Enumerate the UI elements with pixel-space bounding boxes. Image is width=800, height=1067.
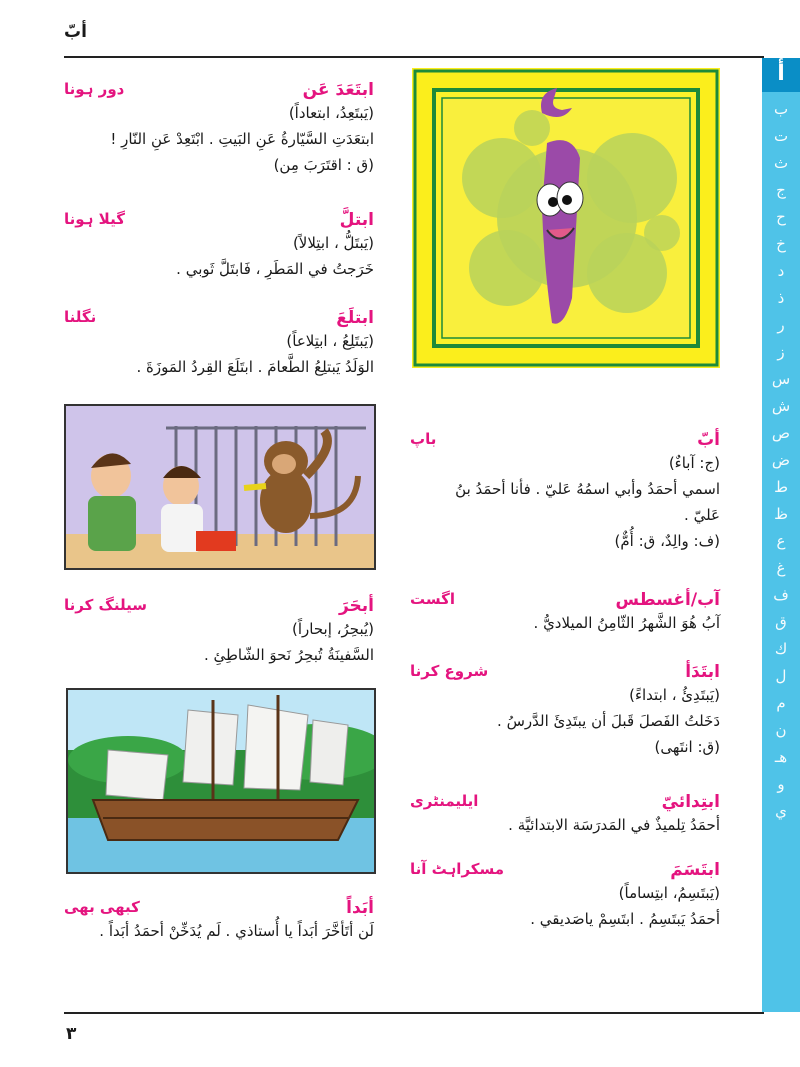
alphabet-letter[interactable]: ع	[776, 532, 786, 550]
alphabet-letter[interactable]: ت	[773, 127, 789, 145]
entry-headword: ابتَعَدَ عَن	[302, 80, 374, 100]
entry-line: (يَبتَعِدُ، ابتعاداً)	[288, 104, 374, 122]
alphabet-letter[interactable]: م	[776, 694, 786, 712]
entry-line: آبُ هُوَ الشَّهرُ الثّامِنُ الميلاديُّ .	[533, 614, 720, 632]
entry-line: (ق: انتَهى)	[654, 738, 720, 756]
entry-headword: أبَداً	[346, 898, 374, 918]
entry-translation: ایلیمنٹری	[410, 792, 479, 810]
entry-line: ابتعَدَتِ السَّيّارةُ عَنِ البَيتِ . ابْتَعِدْ عَنِ النّارِ !	[110, 130, 374, 148]
entry-ab-father	[410, 430, 720, 564]
entry-line: خَرَجتُ في المَطَرِ ، فَابتَلَّ ثَوبي .	[176, 260, 374, 278]
entry-headword: أبحَرَ	[338, 596, 374, 616]
alphabet-letter[interactable]: ق	[775, 613, 787, 631]
entry-ibtalaa	[64, 308, 374, 388]
entry-headword: أبّ	[697, 430, 720, 450]
entry-headword: ابتلَّ	[339, 210, 374, 230]
alphabet-letter[interactable]: ز	[777, 343, 785, 361]
alphabet-letter[interactable]: ط	[774, 478, 788, 496]
bottom-rule	[64, 1012, 764, 1014]
entry-translation: دور ہونا	[64, 80, 125, 98]
entry-ibtasama	[410, 860, 720, 940]
entry-headword: ابتَسَمَ	[670, 860, 720, 880]
alphabet-letter[interactable]: ث	[773, 154, 789, 172]
entry-headword: ابتَدَأ	[685, 662, 720, 682]
alphabet-letter[interactable]: غ	[776, 559, 786, 577]
top-rule	[64, 56, 764, 58]
entry-line: اسمي أحمَدُ وأبي اسمُهُ عَليّ . فأنا أحمَدُ بنُ	[455, 480, 720, 498]
sailing-ship-illustration	[66, 688, 376, 874]
entry-translation: کبھی بھی	[64, 898, 140, 916]
entry-line: لَن أتَأخَّرَ أبَداً يا أُستاذي . لَم يُدَخِّنْ أحمَدُ أبَداً .	[99, 922, 374, 940]
alphabet-letter[interactable]: خ	[776, 235, 786, 253]
alphabet-letter[interactable]: ب	[773, 100, 789, 118]
entry-line: (يَبتَلُّ ، ابتِلالاً)	[292, 234, 374, 252]
entry-headword: ابتلَعَ	[336, 308, 374, 328]
page-number: ٣	[66, 1024, 77, 1044]
alphabet-letter[interactable]: ن	[775, 721, 787, 739]
entry-ibtalla	[64, 210, 374, 290]
entry-headword: ابتِدائيّ	[661, 792, 720, 812]
alphabet-letter[interactable]: س	[771, 370, 791, 388]
alphabet-letter[interactable]: ص	[771, 424, 791, 442]
alphabet-index-strip	[762, 58, 800, 1012]
alphabet-letter[interactable]: ر	[777, 316, 785, 334]
entry-translation: سیلنگ کرنا	[64, 596, 148, 614]
alphabet-letter[interactable]: ي	[775, 802, 787, 820]
alphabet-letter[interactable]: ظ	[774, 505, 788, 523]
entry-ibtaada-an	[64, 80, 374, 190]
alphabet-letter[interactable]: ك	[774, 640, 788, 658]
entry-translation: شروع کرنا	[410, 662, 489, 680]
entry-ibtidai	[410, 792, 720, 848]
entry-line: (ف: والِدٌ، ق: أُمٌّ)	[614, 532, 720, 550]
entry-line: أحمَدُ يَبتَسِمُ . ابتَسِمْ ياصَديقي .	[530, 910, 720, 928]
entry-line: أحمَدُ تِلميذٌ في المَدرَسَة الابتدائيَّة .	[508, 816, 720, 834]
entry-translation: اگست	[410, 590, 456, 608]
entry-ibtadaa	[410, 662, 720, 772]
monkey-children-illustration	[64, 404, 376, 570]
alphabet-letter[interactable]: ذ	[777, 289, 785, 307]
alphabet-letter[interactable]: ش	[771, 397, 791, 415]
entry-line: عَليّ .	[684, 506, 720, 524]
alphabet-letter[interactable]: د	[777, 262, 785, 280]
alphabet-letter[interactable]: ج	[776, 181, 786, 199]
entry-line: (يَبتَسِمُ، ابتِساماً)	[618, 884, 720, 902]
entry-abadan	[64, 898, 374, 954]
entry-line: (يَبتَلِعُ ، ابتِلاعاً)	[286, 332, 374, 350]
alphabet-letter[interactable]: و	[777, 775, 785, 793]
entry-line: (ج: آباءٌ)	[668, 454, 720, 472]
entry-line: (ق : اقتَرَبَ مِن)	[273, 156, 374, 174]
alphabet-letter[interactable]: هـ	[774, 748, 788, 766]
entry-translation: نگلنا	[64, 308, 97, 326]
alphabet-letter[interactable]: ح	[776, 208, 786, 226]
letter-alif-frame	[412, 68, 720, 368]
entry-aab-august	[410, 590, 720, 646]
page-header-word: أبّ	[64, 22, 87, 42]
alphabet-letter[interactable]: ل	[775, 667, 787, 685]
entry-translation: گیلا ہونا	[64, 210, 125, 228]
entry-line: السَّفينَةُ تُبحِرُ نَحوَ الشّاطِئِ .	[203, 646, 374, 664]
entry-translation: مسکراہٹ آنا	[410, 860, 505, 878]
alphabet-letter[interactable]: ض	[771, 451, 791, 469]
entry-line: (يَبتَدِئُ ، ابتداءً)	[629, 686, 720, 704]
entry-line: دَخَلتُ الفَصلَ قَبلَ أن يبتَدِئَ الدَّرسُ .	[497, 712, 720, 730]
entry-line: (يُبحِرُ، إبحاراً)	[292, 620, 374, 638]
entry-abhara	[64, 596, 374, 676]
entry-headword: آب/أغسطس	[615, 590, 720, 610]
alphabet-current-letter[interactable]: أ	[762, 58, 800, 92]
entry-translation: باپ	[410, 430, 437, 448]
alphabet-letter[interactable]: ف	[773, 586, 789, 604]
entry-line: الوَلَدُ يَبتلِعُ الطَّعامَ . ابتَلَعَ القِردُ المَوزَةَ .	[136, 358, 374, 376]
